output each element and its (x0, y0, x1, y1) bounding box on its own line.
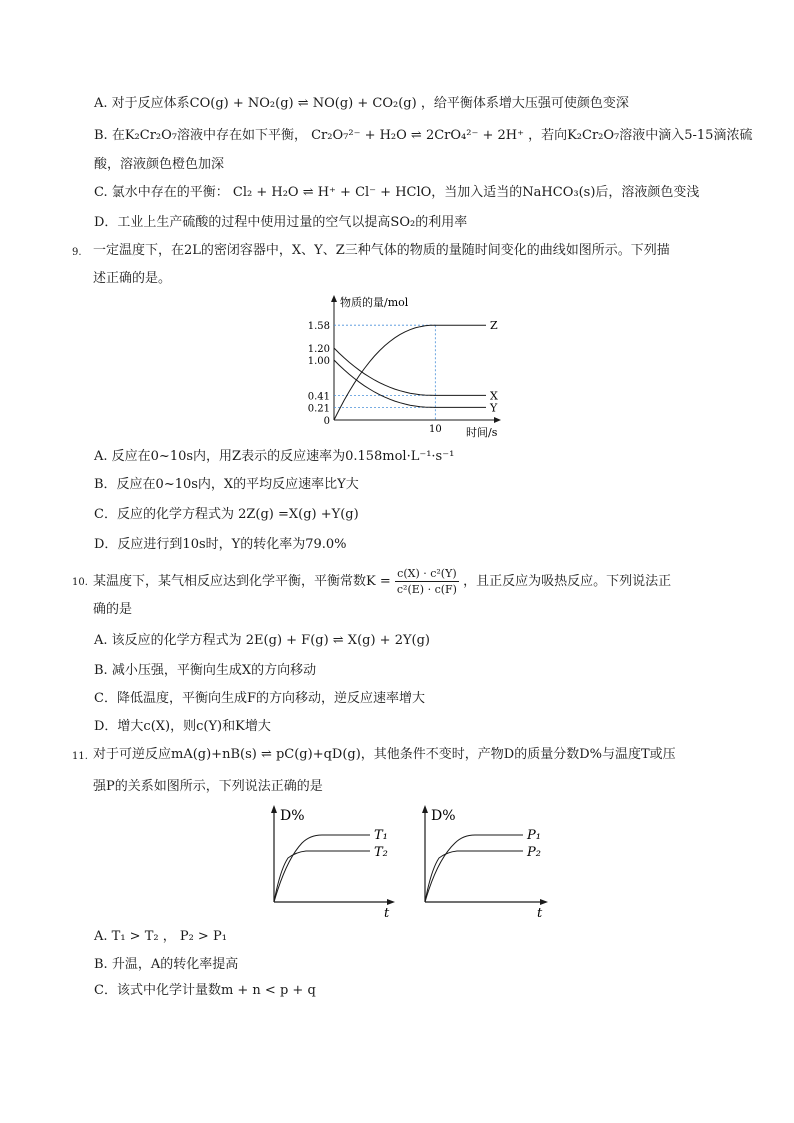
x-tick-label: 10 (428, 424, 442, 435)
y-tick-label: 0.21 (307, 403, 330, 415)
series-label-x: X (490, 389, 498, 403)
q8-option-b-line2: 酸，溶液颜色橙色加深 (94, 157, 225, 172)
right-chart-ylabel: D% (431, 808, 456, 824)
q9-y-axis-label: 物质的量/mol (340, 296, 409, 309)
q11-option-c: C．该式中化学计量数m + n < p + q (94, 983, 316, 998)
q10-stem-pre: 某温度下，某气相反应达到化学平衡，平衡常数K = (93, 574, 391, 589)
series-label-y: Y (490, 401, 498, 415)
series-label-z: Z (490, 319, 498, 333)
q8-option-d: D．工业上生产硫酸的过程中使用过量的空气以提高SO₂的利用率 (94, 215, 468, 230)
q10-stem-line2: 确的是 (93, 602, 133, 617)
curve-p2 (425, 851, 523, 902)
q10-option-d: D．增大c(X)，则c(Y)和K增大 (94, 719, 271, 734)
q9-chart (300, 292, 510, 442)
q11-number: 11. (72, 751, 88, 762)
q8-option-a: A. 对于反应体系CO(g) + NO₂(g) ⇌ NO(g) + CO₂(g) ，给平衡体系增大压强可使颜色变深 (94, 96, 629, 111)
right-chart-xlabel: t (537, 906, 543, 920)
q11-stem-line2: 强P的关系如图所示，下列说法正确的是 (93, 779, 323, 794)
label-p2: P₂ (527, 845, 541, 860)
q9-option-a: A. 反应在0~10s内，用Z表示的反应速率为0.158mol·L⁻¹·s⁻¹ (94, 449, 455, 464)
q9-option-b: B．反应在0~10s内，X的平均反应速率比Y大 (94, 477, 359, 492)
label-t2: T₂ (374, 845, 388, 860)
left-chart-xlabel: t (384, 906, 390, 920)
series-line-y (334, 360, 486, 407)
q9-option-d: D．反应进行到10s时，Y的转化率为79.0% (94, 537, 347, 552)
q10-stem-line1 (93, 563, 671, 601)
curve-t2 (274, 851, 370, 902)
y-tick-label: 1.20 (307, 344, 330, 355)
q10-option-a: A. 该反应的化学方程式为 2E(g) + F(g) ⇌ X(g) + 2Y(g) (94, 633, 431, 648)
q9-stem-line1: 一定温度下，在2L的密闭容器中，X、Y、Z三种气体的物质的量随时间变化的曲线如图所示。下列描 (93, 243, 670, 258)
q11-stem-line1: 对于可逆反应mA(g)+nB(s) ⇌ pC(g)+qD(g)，其他条件不变时，产物D的质量分数D%与温度T或压 (93, 747, 676, 762)
k-numerator: c(X) · c²(Y) (395, 566, 459, 582)
q10-option-c: C．降低温度，平衡向生成F的方向移动，逆反应速率增大 (94, 691, 425, 706)
equilibrium-constant-fraction (395, 566, 459, 597)
q11-option-b: B. 升温，A的转化率提高 (94, 957, 239, 972)
q11-pressure-chart (413, 800, 558, 920)
q11-temperature-chart (262, 800, 402, 920)
label-p1: P₁ (527, 828, 541, 843)
q9-number: 9. (72, 247, 82, 258)
curve-p1 (425, 835, 523, 902)
q8-option-c: C. 氯水中存在的平衡： Cl₂ + H₂O ⇌ H⁺ + Cl⁻ + HClO，当加入适当的NaHCO₃(s)后，溶液颜色变浅 (94, 185, 700, 200)
k-denominator: c²(E) · c(F) (396, 583, 457, 596)
q9-stem-line2: 述正确的是。 (93, 271, 172, 286)
left-chart-ylabel: D% (280, 808, 305, 824)
y-tick-label: 1.00 (307, 356, 330, 367)
y-tick-label: 0 (323, 416, 330, 427)
y-tick-label: 1.58 (307, 321, 330, 333)
q11-option-a: A. T₁ > T₂ ， P₂ > P₁ (94, 929, 227, 944)
curve-t1 (274, 835, 370, 902)
label-t1: T₁ (374, 828, 388, 843)
q9-x-axis-label: 时间/s (466, 426, 498, 439)
q10-stem-post: ，且正反应为吸热反应。下列说法正 (463, 574, 672, 589)
y-tick-label: 0.41 (307, 391, 330, 403)
q8-option-b-line1: B. 在K₂Cr₂O₇溶液中存在如下平衡， Cr₂O₇²⁻ + H₂O ⇌ 2CrO₄²⁻ + 2H⁺ ，若向K₂Cr₂O₇溶液中滴入5-15滴浓硫 (94, 128, 753, 143)
q10-number: 10. (72, 577, 88, 588)
series-line-x (334, 348, 486, 395)
series-line-z (334, 325, 486, 420)
q9-option-c: C．反应的化学方程式为 2Z(g) =X(g) +Y(g) (94, 507, 359, 522)
q10-option-b: B. 减小压强，平衡向生成X的方向移动 (94, 663, 317, 678)
